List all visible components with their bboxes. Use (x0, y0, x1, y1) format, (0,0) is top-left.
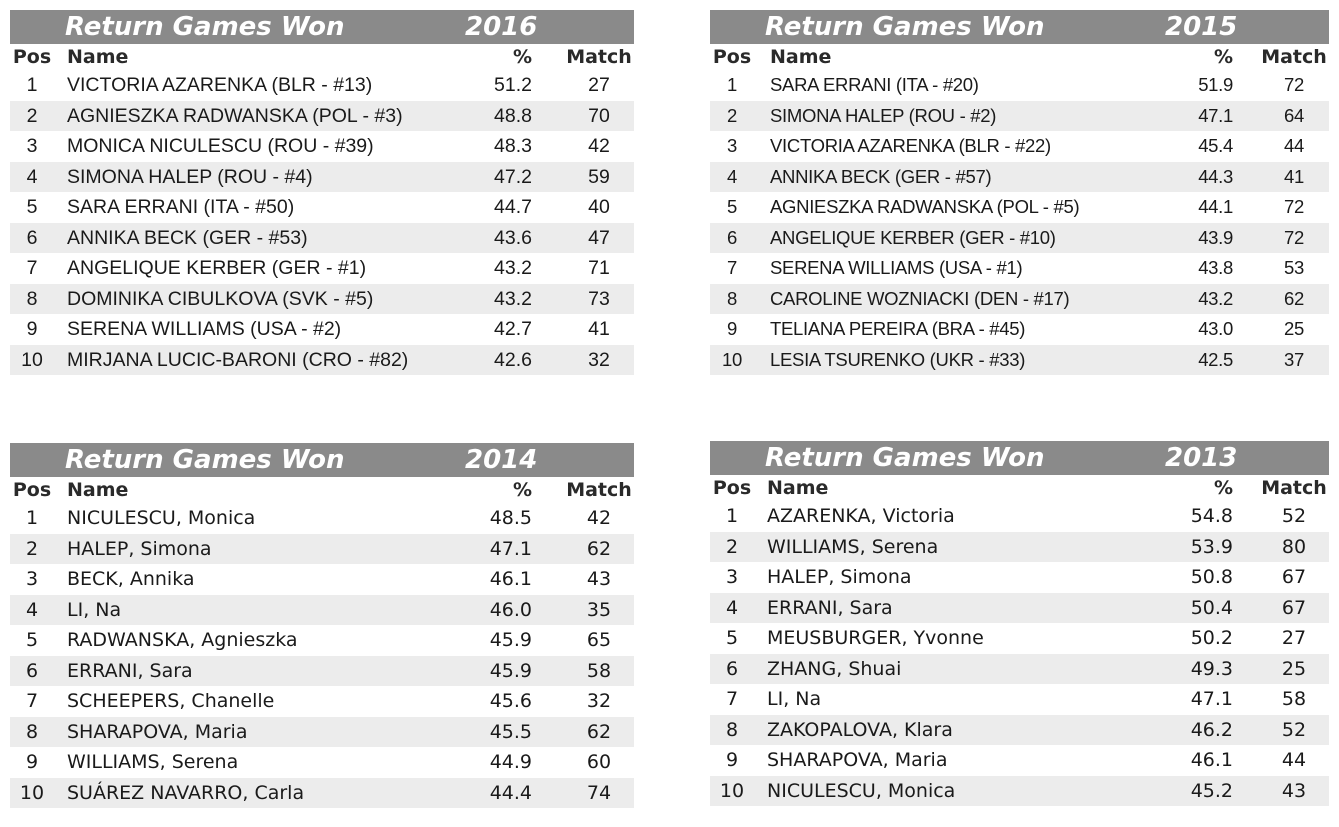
row-match-count: 43 (1281, 779, 1307, 802)
table-row (710, 562, 1329, 593)
row-percent: 44.3 (1198, 165, 1233, 187)
table-row (710, 532, 1329, 563)
row-player-name: MONICA NICULESCU (ROU - #39) (67, 135, 374, 157)
column-header-percent: % (512, 46, 532, 68)
row-percent: 43.2 (494, 287, 532, 310)
row-match-count: 35 (586, 598, 612, 621)
row-position: 9 (26, 318, 38, 340)
table-row (710, 776, 1329, 807)
table-row (10, 253, 634, 284)
row-percent: 47.1 (489, 537, 532, 560)
table-row (710, 314, 1329, 345)
row-position: 9 (725, 749, 739, 771)
row-player-name: LI, Na (767, 688, 822, 710)
row-position: 5 (25, 629, 39, 651)
row-player-name: BECK, Annika (67, 568, 195, 590)
table-title: Return Games Won (765, 443, 1045, 473)
table-2016 (10, 10, 634, 375)
column-header-pos: Pos (12, 46, 52, 68)
row-percent: 42.5 (1198, 348, 1233, 370)
table-row (10, 534, 634, 565)
row-player-name: AZARENKA, Victoria (767, 505, 955, 527)
row-player-name: SIMONA HALEP (ROU - #4) (67, 165, 313, 188)
row-match-count: 37 (1284, 348, 1304, 370)
row-match-count: 74 (586, 781, 612, 804)
row-position: 10 (719, 779, 745, 802)
row-percent: 42.6 (494, 348, 532, 371)
row-percent: 42.7 (494, 318, 532, 340)
row-percent: 46.2 (1190, 718, 1233, 741)
row-percent: 44.9 (489, 751, 532, 773)
table-2015 (710, 10, 1329, 375)
row-position: 2 (727, 104, 737, 126)
table-title-bar (10, 10, 634, 44)
row-percent: 54.8 (1190, 505, 1233, 527)
row-percent: 49.3 (1190, 657, 1233, 680)
table-row (710, 101, 1329, 132)
column-header-percent: % (1213, 46, 1233, 68)
row-percent: 43.9 (1198, 226, 1233, 248)
row-player-name: NICULESCU, Monica (767, 779, 956, 802)
row-match-count: 40 (588, 196, 610, 218)
row-player-name: WILLIAMS, Serena (767, 535, 939, 558)
row-percent: 45.4 (1198, 135, 1233, 156)
column-header-name: Name (770, 46, 832, 68)
row-player-name: SARA ERRANI (ITA - #50) (67, 196, 295, 218)
column-header-pos: Pos (712, 477, 752, 499)
row-match-count: 58 (586, 659, 612, 682)
row-position: 2 (725, 535, 739, 558)
row-match-count: 72 (1284, 196, 1304, 217)
row-percent: 45.6 (489, 690, 532, 712)
table-row (10, 625, 634, 656)
row-percent: 50.2 (1190, 627, 1233, 649)
row-position: 7 (725, 688, 739, 710)
table-year: 2016 (465, 12, 538, 42)
table-row (10, 503, 634, 534)
row-position: 4 (727, 165, 737, 187)
table-row (10, 686, 634, 717)
table-row (10, 223, 634, 254)
row-percent: 43.0 (1198, 318, 1233, 339)
row-match-count: 41 (588, 318, 610, 340)
row-match-count: 72 (1284, 226, 1304, 248)
table-row (10, 747, 634, 778)
column-header-match: Match (1261, 46, 1327, 68)
column-header-match: Match (566, 46, 632, 68)
row-percent: 43.6 (494, 226, 532, 249)
row-percent: 44.7 (494, 196, 532, 218)
table-year: 2014 (465, 445, 538, 475)
table-2013 (710, 441, 1329, 806)
row-player-name: SERENA WILLIAMS (USA - #2) (67, 318, 342, 340)
row-match-count: 27 (1281, 627, 1307, 649)
row-match-count: 58 (1281, 688, 1307, 710)
column-header-pos: Pos (12, 479, 52, 501)
row-percent: 45.9 (489, 659, 532, 682)
table-row (10, 162, 634, 193)
row-player-name: NICULESCU, Monica (67, 507, 256, 529)
row-player-name: ERRANI, Sara (67, 659, 193, 682)
column-header-match: Match (1261, 477, 1327, 499)
row-position: 6 (26, 226, 38, 249)
table-row (10, 595, 634, 626)
row-match-count: 27 (588, 74, 610, 96)
row-position: 3 (25, 568, 39, 590)
row-position: 3 (725, 566, 739, 588)
row-position: 8 (26, 287, 38, 310)
column-header-match: Match (566, 479, 632, 501)
row-player-name: ERRANI, Sara (767, 596, 893, 619)
table-row (710, 223, 1329, 254)
row-position: 4 (725, 596, 739, 619)
row-match-count: 47 (588, 226, 610, 249)
row-player-name: DOMINIKA CIBULKOVA (SVK - #5) (67, 287, 374, 310)
row-player-name: SUÁREZ NAVARRO, Carla (67, 781, 305, 804)
row-match-count: 42 (588, 135, 610, 157)
row-position: 6 (25, 659, 39, 682)
table-row (710, 654, 1329, 685)
row-position: 8 (725, 718, 739, 741)
row-player-name: ZHANG, Shuai (767, 657, 902, 680)
row-position: 2 (26, 104, 38, 127)
row-match-count: 43 (586, 568, 612, 590)
table-title-bar (710, 441, 1329, 475)
row-match-count: 70 (588, 104, 610, 127)
row-percent: 46.1 (489, 568, 532, 590)
row-position: 4 (25, 598, 39, 621)
row-player-name: HALEP, Simona (67, 537, 212, 560)
row-match-count: 71 (588, 257, 610, 279)
row-match-count: 25 (1281, 657, 1307, 680)
row-percent: 45.2 (1190, 779, 1233, 802)
row-match-count: 52 (1281, 505, 1307, 527)
row-match-count: 41 (1284, 165, 1304, 187)
row-match-count: 42 (586, 507, 612, 529)
row-position: 8 (727, 287, 737, 309)
row-match-count: 73 (588, 287, 610, 310)
row-position: 1 (727, 74, 737, 95)
row-position: 5 (727, 196, 737, 217)
row-match-count: 44 (1281, 749, 1307, 771)
row-player-name: MEUSBURGER, Yvonne (767, 627, 984, 649)
row-player-name: WILLIAMS, Serena (67, 751, 239, 773)
row-position: 1 (725, 505, 739, 527)
row-percent: 48.3 (494, 135, 532, 157)
row-percent: 48.8 (494, 104, 532, 127)
row-player-name: SARA ERRANI (ITA - #20) (770, 74, 979, 95)
row-percent: 43.2 (494, 257, 532, 279)
column-header-name: Name (67, 46, 129, 68)
row-percent: 44.4 (489, 781, 532, 804)
row-match-count: 62 (586, 537, 612, 560)
row-position: 7 (727, 257, 737, 278)
row-position: 5 (26, 196, 38, 218)
row-percent: 50.8 (1190, 566, 1233, 588)
row-player-name: ANNIKA BECK (GER - #53) (67, 226, 308, 249)
row-position: 6 (725, 657, 739, 680)
column-header-row (710, 475, 1329, 501)
row-position: 3 (727, 135, 737, 156)
row-position: 10 (21, 348, 43, 371)
row-player-name: ZAKOPALOVA, Klara (767, 718, 953, 741)
row-percent: 45.9 (489, 629, 532, 651)
row-percent: 43.8 (1198, 257, 1233, 278)
table-row (10, 70, 634, 101)
table-year: 2015 (1165, 12, 1238, 42)
row-match-count: 67 (1281, 566, 1307, 588)
table-row (710, 745, 1329, 776)
table-row (10, 345, 634, 376)
row-position: 10 (19, 781, 45, 804)
column-header-row (10, 44, 634, 70)
row-percent: 51.9 (1198, 74, 1233, 95)
row-player-name: SERENA WILLIAMS (USA - #1) (770, 257, 1023, 278)
table-title-bar (710, 10, 1329, 44)
row-percent: 50.4 (1190, 596, 1233, 619)
row-match-count: 67 (1281, 596, 1307, 619)
row-percent: 47.2 (494, 165, 532, 188)
column-header-percent: % (512, 479, 532, 501)
column-header-pos: Pos (712, 46, 752, 68)
row-player-name: SIMONA HALEP (ROU - #2) (770, 104, 997, 126)
row-percent: 47.1 (1198, 104, 1233, 126)
table-row (10, 314, 634, 345)
table-row (10, 778, 634, 809)
table-row (10, 717, 634, 748)
table-title: Return Games Won (765, 12, 1045, 42)
table-row (710, 684, 1329, 715)
table-row (710, 715, 1329, 746)
row-percent: 45.5 (489, 720, 532, 743)
row-player-name: SHARAPOVA, Maria (67, 720, 248, 743)
row-position: 9 (25, 751, 39, 773)
table-row (710, 345, 1329, 376)
table-row (10, 192, 634, 223)
row-percent: 53.9 (1190, 535, 1233, 558)
row-position: 1 (26, 74, 38, 96)
row-player-name: AGNIESZKA RADWANSKA (POL - #5) (770, 196, 1080, 217)
table-row (710, 623, 1329, 654)
row-percent: 43.2 (1198, 287, 1233, 309)
row-player-name: VICTORIA AZARENKA (BLR - #13) (67, 74, 373, 96)
table-year: 2013 (1165, 443, 1238, 473)
table-row (710, 70, 1329, 101)
column-header-percent: % (1213, 477, 1233, 499)
row-percent: 46.0 (489, 598, 532, 621)
row-position: 7 (25, 690, 39, 712)
row-percent: 47.1 (1190, 688, 1233, 710)
row-position: 1 (25, 507, 39, 529)
row-position: 9 (727, 318, 737, 339)
column-header-row (10, 477, 634, 503)
column-header-row (710, 44, 1329, 70)
row-player-name: RADWANSKA, Agnieszka (67, 629, 298, 651)
table-row (10, 101, 634, 132)
row-percent: 44.1 (1198, 196, 1233, 217)
row-match-count: 52 (1281, 718, 1307, 741)
row-match-count: 64 (1284, 104, 1304, 126)
row-player-name: TELIANA PEREIRA (BRA - #45) (770, 318, 1026, 339)
row-match-count: 44 (1284, 135, 1304, 156)
row-match-count: 65 (586, 629, 612, 651)
table-row (710, 253, 1329, 284)
row-match-count: 80 (1281, 535, 1307, 558)
row-match-count: 62 (586, 720, 612, 743)
table-row (710, 501, 1329, 532)
row-match-count: 60 (586, 751, 612, 773)
table-row (710, 284, 1329, 315)
table-row (710, 162, 1329, 193)
column-header-name: Name (67, 479, 129, 501)
row-position: 7 (26, 257, 38, 279)
row-match-count: 32 (588, 348, 610, 371)
row-player-name: VICTORIA AZARENKA (BLR - #22) (770, 135, 1051, 156)
table-row (10, 564, 634, 595)
row-match-count: 25 (1284, 318, 1304, 339)
row-player-name: CAROLINE WOZNIACKI (DEN - #17) (770, 287, 1070, 309)
column-header-name: Name (767, 477, 829, 499)
row-player-name: LI, Na (67, 598, 122, 621)
row-match-count: 53 (1284, 257, 1304, 278)
row-position: 5 (725, 627, 739, 649)
table-row (10, 284, 634, 315)
row-percent: 46.1 (1190, 749, 1233, 771)
row-position: 10 (722, 348, 742, 370)
row-player-name: ANNIKA BECK (GER - #57) (770, 165, 992, 187)
row-percent: 48.5 (489, 507, 532, 529)
row-player-name: SCHEEPERS, Chanelle (67, 690, 275, 712)
table-row (10, 656, 634, 687)
row-position: 3 (26, 135, 38, 157)
table-row (710, 593, 1329, 624)
table-row (10, 131, 634, 162)
table-row (710, 192, 1329, 223)
row-player-name: SHARAPOVA, Maria (767, 749, 948, 771)
row-match-count: 62 (1284, 287, 1304, 309)
row-player-name: ANGELIQUE KERBER (GER - #10) (770, 226, 1056, 248)
table-title-bar (10, 443, 634, 477)
row-position: 6 (727, 226, 737, 248)
table-title: Return Games Won (65, 12, 345, 42)
table-row (710, 131, 1329, 162)
row-position: 8 (25, 720, 39, 743)
row-player-name: LESIA TSURENKO (UKR - #33) (770, 348, 1026, 370)
row-match-count: 72 (1284, 74, 1304, 95)
row-position: 4 (26, 165, 38, 188)
row-position: 2 (25, 537, 39, 560)
row-player-name: ANGELIQUE KERBER (GER - #1) (67, 257, 367, 279)
row-player-name: HALEP, Simona (767, 566, 912, 588)
table-title: Return Games Won (65, 445, 345, 475)
row-match-count: 32 (586, 690, 612, 712)
row-percent: 51.2 (494, 74, 532, 96)
table-2014 (10, 443, 634, 808)
row-player-name: AGNIESZKA RADWANSKA (POL - #3) (67, 104, 403, 127)
row-match-count: 59 (588, 165, 610, 188)
row-player-name: MIRJANA LUCIC-BARONI (CRO - #82) (67, 348, 409, 371)
